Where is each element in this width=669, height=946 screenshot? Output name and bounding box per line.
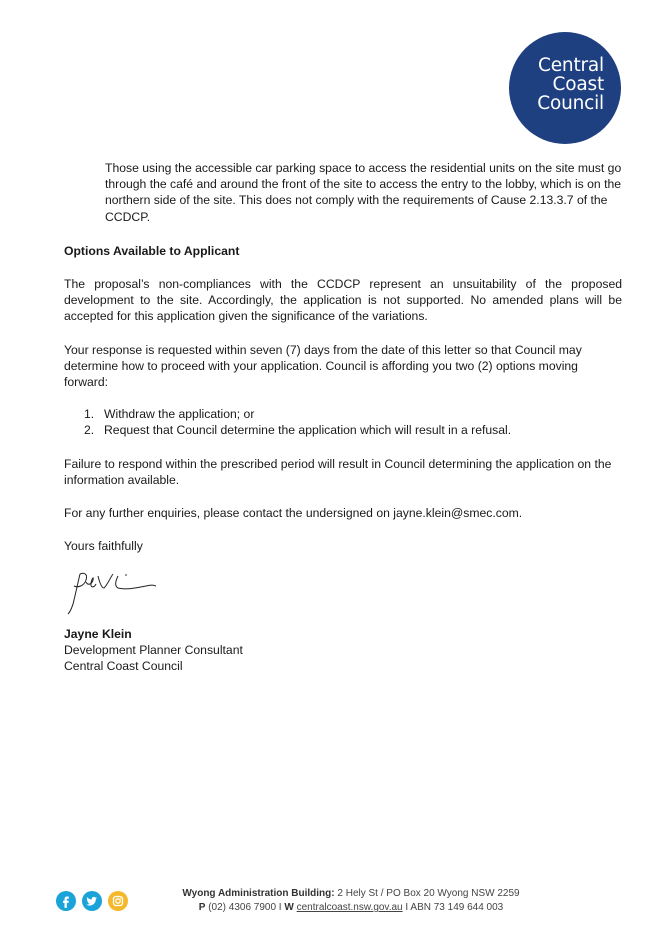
enquiries-paragraph: For any further enquiries, please contact the undersigned on jayne.klein@smec.com.: [64, 506, 523, 521]
footer-address-line: [120, 887, 582, 901]
response-paragraph: Your response is requested within seven (7) days from the date of this letter so that Council may determine how to proceed with your application. Council is affording you two (2) options moving forward:: [64, 342, 582, 390]
noncompliance-paragraph: The proposal’s non-compliances with the CCDCP represent an unsuitability of the proposed development to the site. Accordingly, the application is not supported. No amended plans will be accepted for this application given the significance of the variations.: [64, 277, 622, 324]
footer-building-label: Wyong Administration Building:: [182, 888, 335, 899]
letter-body: [64, 160, 622, 674]
options-heading: Options Available to Applicant: [64, 243, 240, 258]
facebook-icon[interactable]: [56, 891, 76, 911]
footer-address: 2 Hely St / PO Box 20 Wyong NSW 2259: [334, 888, 520, 899]
failure-paragraph: Failure to respond within the prescribed period will result in Council determining the application on the information available.: [64, 456, 612, 487]
footer-abn: I ABN 73 149 644 003: [402, 902, 504, 913]
footer: [120, 887, 582, 915]
footer-contact-line: [120, 901, 582, 915]
list-item-number: 2.: [84, 423, 95, 438]
logo-line-2: Coast: [552, 74, 604, 95]
list-item-text: Withdraw the application; or: [104, 407, 255, 422]
twitter-icon[interactable]: [82, 891, 102, 911]
logo-line-3: Council: [537, 93, 604, 114]
list-item-text: Request that Council determine the application which will result in a refusal.: [104, 423, 512, 438]
list-item: [64, 422, 622, 438]
signatory-name: Jayne Klein: [64, 626, 132, 641]
council-logo: [509, 32, 621, 144]
closing-salutation: Yours faithfully: [64, 539, 143, 554]
list-item: [64, 406, 622, 422]
signatory-organisation: Central Coast Council: [64, 659, 183, 674]
logo-line-1: Central: [538, 55, 604, 76]
signatory-title: Development Planner Consultant: [64, 642, 243, 657]
footer-website-link[interactable]: centralcoast.nsw.gov.au: [296, 902, 403, 913]
handwritten-signature: [66, 566, 156, 616]
footer-web-label: W: [284, 902, 294, 913]
accessible-parking-paragraph: Those using the accessible car parking space to access the residential units on the site must go through the café and around the front of the site to access the entry to the lobby, which is on the northern side of the site. This does not comply with the requirements of Cause 2.13.3.7 of the CCDCP.: [105, 161, 622, 224]
footer-phone: (02) 4306 7900 I: [205, 902, 285, 913]
footer-phone-label: P: [198, 902, 206, 913]
options-list: [64, 406, 622, 438]
list-item-number: 1.: [84, 407, 95, 422]
social-icons: [56, 891, 128, 911]
